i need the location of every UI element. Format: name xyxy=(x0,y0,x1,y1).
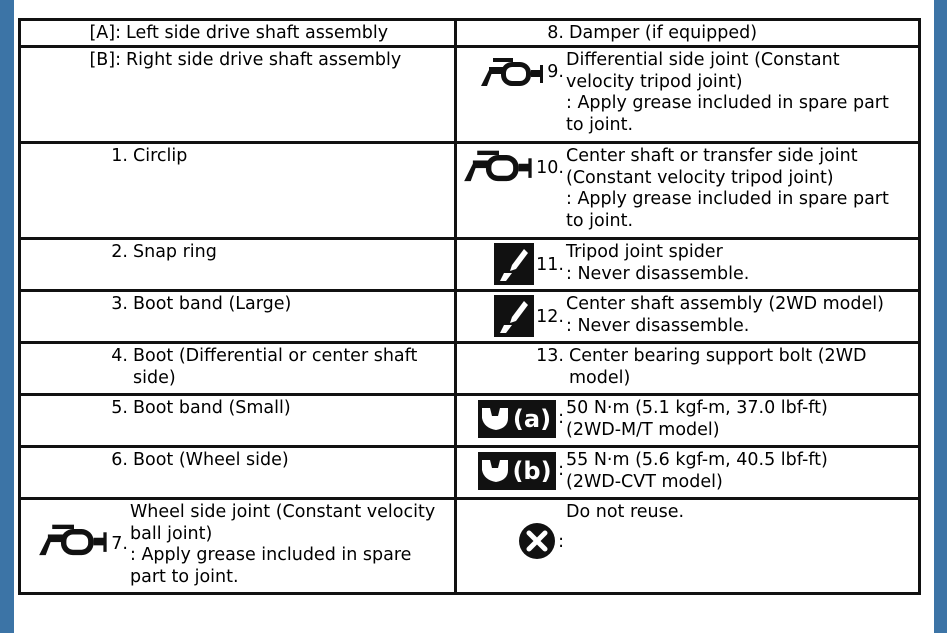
legend-text: Center shaft assembly (2WD model) xyxy=(566,294,884,314)
legend-label: 6. xyxy=(111,450,128,470)
do-not-disassemble-icon xyxy=(494,295,534,337)
legend-cell-8 xyxy=(456,20,920,47)
legend-text: Do not reuse. xyxy=(566,502,685,522)
table-row xyxy=(20,447,920,499)
legend-text: Center shaft or transfer side joint xyxy=(566,146,858,166)
legend-cell-6 xyxy=(20,447,456,499)
table-row xyxy=(20,20,920,47)
legend-cell-do-not-reuse xyxy=(456,499,920,594)
legend-text: (Constant velocity tripod joint) xyxy=(566,167,834,188)
legend-label: [A]: xyxy=(89,23,121,43)
grease-gun-icon xyxy=(479,56,547,90)
torque-wrench-icon xyxy=(478,452,556,490)
do-not-disassemble-icon xyxy=(494,243,534,285)
legend-label: [B]: xyxy=(89,50,121,70)
document-page xyxy=(14,0,934,633)
legend-label: : xyxy=(558,460,564,480)
legend-text: Wheel side joint (Constant velocity xyxy=(130,502,436,522)
grease-gun-icon xyxy=(37,522,111,560)
legend-text: Left side drive shaft assembly xyxy=(126,23,389,43)
legend-text: side) xyxy=(133,367,176,388)
legend-cell-a xyxy=(20,20,456,47)
legend-text: 50 N·m (5.1 kgf-m, 37.0 lbf-ft) xyxy=(566,398,828,418)
table-row xyxy=(20,47,920,143)
legend-text: (2WD-M/T model) xyxy=(566,419,720,440)
legend-label: 5. xyxy=(111,398,128,418)
legend-label: 13. xyxy=(536,346,564,366)
legend-text: (2WD-CVT model) xyxy=(566,471,723,492)
do-not-reuse-icon xyxy=(518,522,556,560)
torque-badge: (a) xyxy=(513,405,552,433)
legend-text: Right side drive shaft assembly xyxy=(126,50,402,70)
parts-legend-table xyxy=(18,18,921,595)
legend-cell-torque-a xyxy=(456,395,920,447)
table-row xyxy=(20,499,920,594)
legend-label: 12. xyxy=(536,307,564,327)
window-frame-right xyxy=(934,0,947,633)
legend-cell-1 xyxy=(20,143,456,239)
legend-cell-10 xyxy=(456,143,920,239)
legend-cell-9 xyxy=(456,47,920,143)
grease-gun-icon xyxy=(462,148,536,186)
legend-text: : Apply grease included in spare xyxy=(130,545,412,565)
legend-cell-3 xyxy=(20,291,456,343)
torque-wrench-icon xyxy=(478,400,556,438)
legend-cell-13 xyxy=(456,343,920,395)
legend-cell-12 xyxy=(456,291,920,343)
legend-cell-7 xyxy=(20,499,456,594)
legend-label: 8. xyxy=(547,23,564,43)
legend-text: Boot (Wheel side) xyxy=(133,450,289,470)
legend-cell-4 xyxy=(20,343,456,395)
table-row xyxy=(20,291,920,343)
legend-label: 9. xyxy=(547,62,564,82)
legend-text: velocity tripod joint) xyxy=(566,71,743,92)
table-row xyxy=(20,395,920,447)
legend-label: 10. xyxy=(536,158,564,178)
legend-text: Boot (Differential or center shaft xyxy=(133,346,418,366)
table-row xyxy=(20,343,920,395)
legend-text: to joint. xyxy=(566,210,634,231)
legend-cell-2 xyxy=(20,239,456,291)
legend-label: 11. xyxy=(536,255,564,275)
legend-text: model) xyxy=(569,367,631,388)
legend-text: : Apply grease included in spare part xyxy=(566,189,889,209)
legend-text: : Never disassemble. xyxy=(566,315,750,336)
legend-text: Boot band (Small) xyxy=(133,398,291,418)
legend-text: Differential side joint (Constant xyxy=(566,50,840,70)
legend-label: : xyxy=(558,532,564,552)
legend-text: ball joint) xyxy=(130,523,213,544)
legend-label: 7. xyxy=(111,534,128,554)
legend-cell-torque-b xyxy=(456,447,920,499)
legend-text: 55 N·m (5.6 kgf-m, 40.5 lbf-ft) xyxy=(566,450,828,470)
legend-text: Damper (if equipped) xyxy=(569,23,758,43)
legend-text: part to joint. xyxy=(130,566,239,587)
legend-text: Snap ring xyxy=(133,242,217,262)
legend-text: Circlip xyxy=(133,146,188,166)
legend-cell-b xyxy=(20,47,456,143)
legend-cell-5 xyxy=(20,395,456,447)
torque-badge: (b) xyxy=(512,457,552,485)
legend-text: Center bearing support bolt (2WD xyxy=(569,346,867,366)
table-row xyxy=(20,239,920,291)
legend-label: 3. xyxy=(111,294,128,314)
window-frame-left xyxy=(0,0,14,633)
legend-text: Boot band (Large) xyxy=(133,294,292,314)
legend-text: Tripod joint spider xyxy=(566,242,723,262)
legend-label: : xyxy=(558,408,564,428)
legend-text: : Apply grease included in spare part xyxy=(566,93,889,113)
legend-text: to joint. xyxy=(566,114,634,135)
legend-label: 1. xyxy=(111,146,128,166)
legend-text: : Never disassemble. xyxy=(566,263,750,284)
legend-label: 2. xyxy=(111,242,128,262)
legend-cell-11 xyxy=(456,239,920,291)
table-row xyxy=(20,143,920,239)
legend-label: 4. xyxy=(111,346,128,366)
